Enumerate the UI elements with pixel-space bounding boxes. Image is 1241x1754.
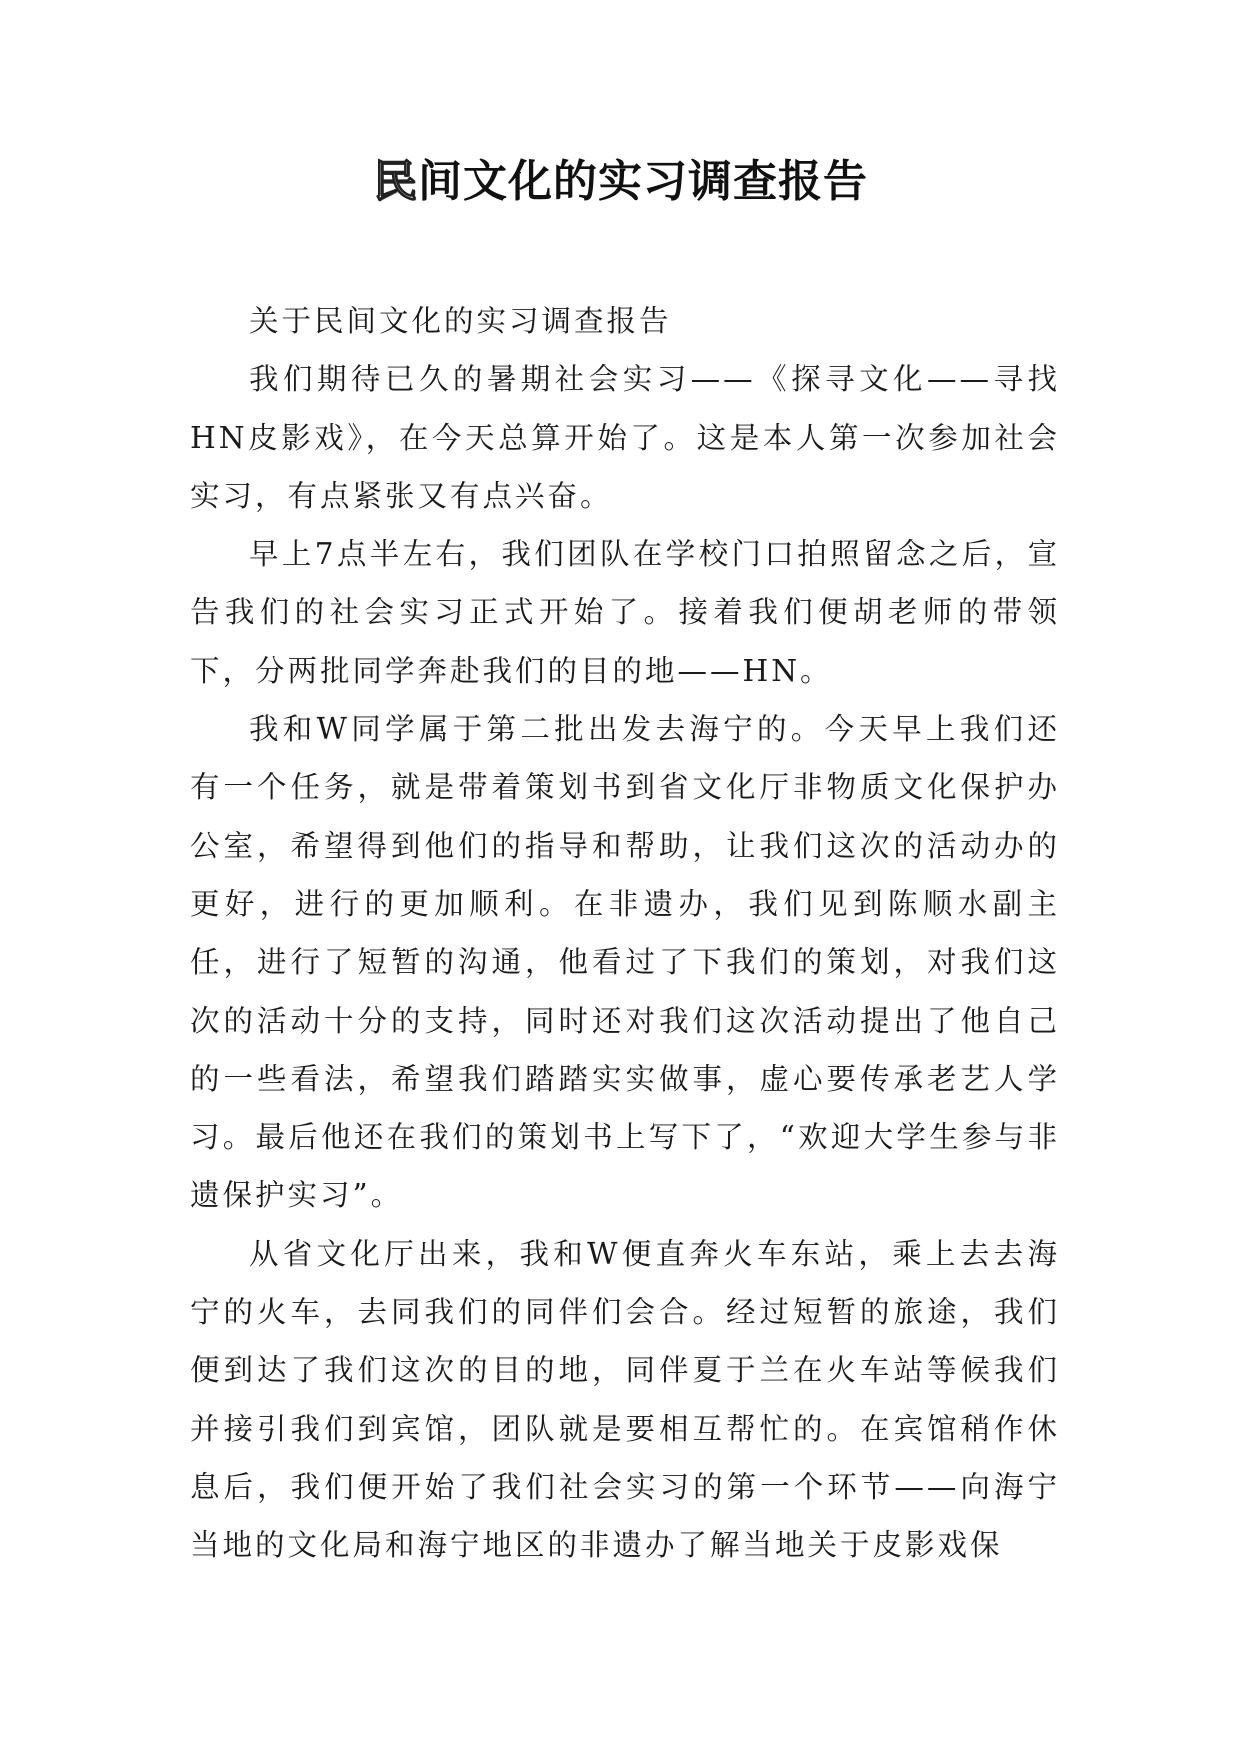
paragraph: 早上7点半左右，我们团队在学校门口拍照留念之后，宣告我们的社会实习正式开始了。接着我们便胡老师的带领下，分两批同学奔赴我们的目的地——HN。 (190, 537, 1060, 688)
paragraph: 我们期待已久的暑期社会实习——《探寻文化——寻找HN皮影戏》，在今天总算开始了。这是本人第一次参加社会实习，有点紧张又有点兴奋。 (190, 362, 1060, 513)
paragraph: 我和W同学属于第二批出发去海宁的。今天早上我们还有一个任务，就是带着策划书到省文化厅非物质文化保护办公室，希望得到他们的指导和帮助，让我们这次的活动办的更好，进行的更加顺利。在非遗办，我们见到陈顺水副主任，进行了短暂的沟通，他看过了下我们的策划，对我们这次的活动十分的支持，同时还对我们这次活动提出了他自己的一些看法，希望我们踏踏实实做事，虚心要传承老艺人学习。最后他还在我们的策划书上写下了，“欢迎大学生参与非遗保护实习”。 (190, 712, 1060, 1213)
title-first-char: 民 (373, 156, 418, 207)
paragraph: 从省文化厅出来，我和W便直奔火车东站，乘上去去海宁的火车，去同我们的同伴们会合。经过短暂的旅途，我们便到达了我们这次的目的地，同伴夏于兰在火车站等候我们并接引我们到宾馆，团队就是要相互帮忙的。在宾馆稍作休息后，我们便开始了我们社会实习的第一个环节——向海宁当地的文化局和海宁地区的非遗办了解当地关于皮影戏保 (190, 1236, 1060, 1563)
title-text: 间文化的实习调查报告 (418, 156, 868, 207)
paragraph-subtitle: 关于民间文化的实习调查报告 (249, 304, 672, 338)
document-title (0, 152, 1241, 212)
document-body (190, 292, 1060, 1575)
